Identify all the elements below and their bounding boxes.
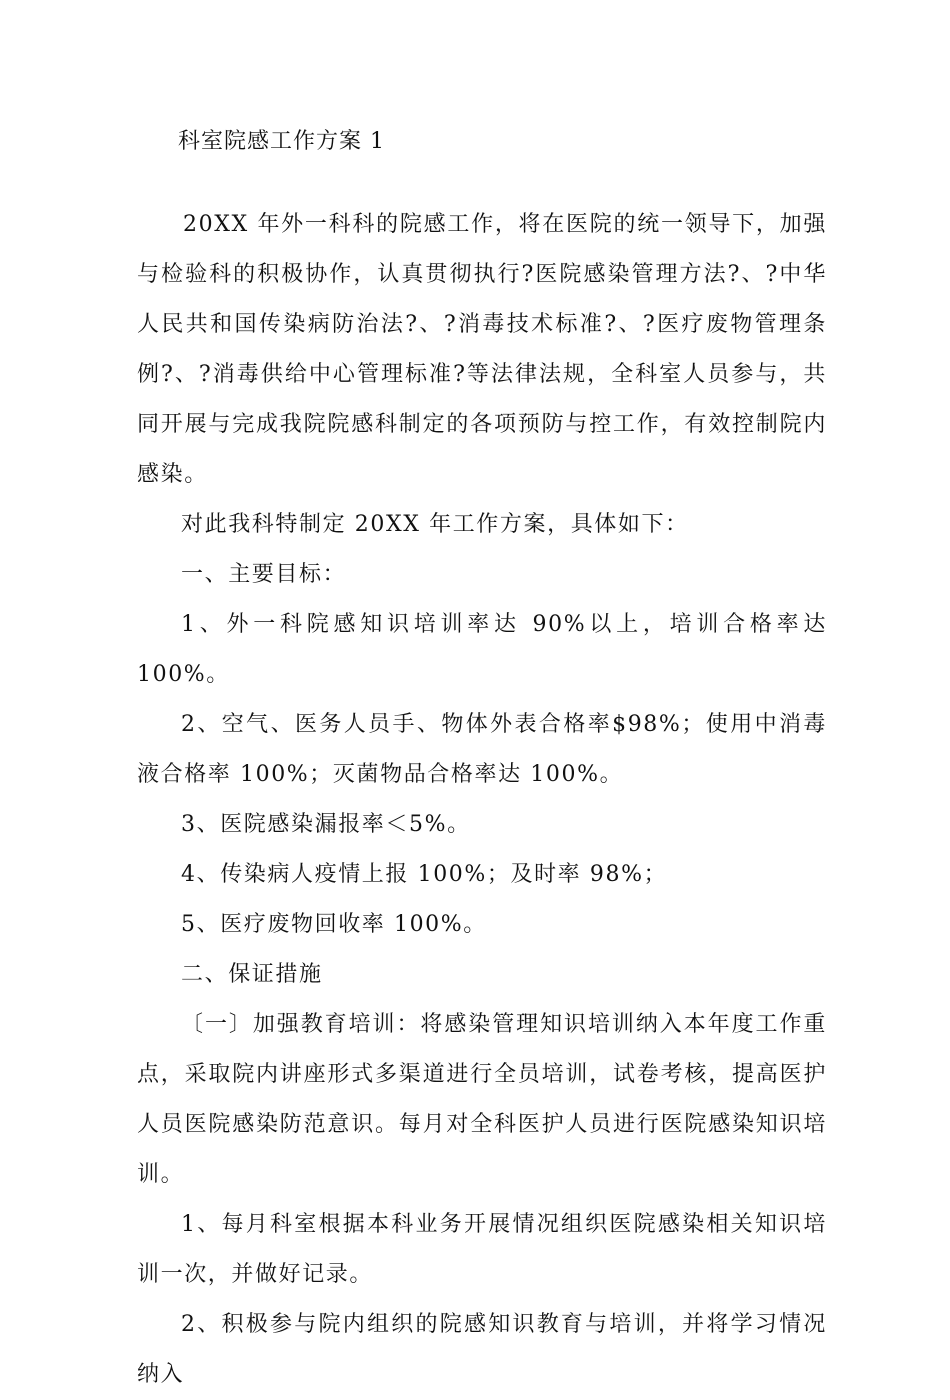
goal-item-3: 3、医院感染漏报率＜5%。	[181, 812, 471, 837]
measure-item-1: 1、每月科室根据本科业务开展情况组织医院感染相关知识培训一次，并做好记录。	[137, 1212, 827, 1287]
document-body	[137, 200, 827, 1400]
goal-item-2: 2、空气、医务人员手、物体外表合格率$98%；使用中消毒液合格率 100%；灭菌物品合格率达 100%。	[137, 712, 827, 787]
goal-item-5: 5、医疗废物回收率 100%。	[181, 912, 487, 937]
paragraph-plan-intro: 对此我科特制定 20XX 年工作方案，具体如下：	[181, 512, 689, 537]
document-title: 科室院感工作方案 1	[178, 129, 385, 154]
measure-item-2: 2、积极参与院内组织的院感知识教育与培训，并将学习情况纳入	[137, 1312, 827, 1387]
section-heading-measures: 二、保证措施	[181, 962, 323, 987]
goal-item-1: 1、外一科院感知识培训率达 90%以上，培训合格率达 100%。	[137, 612, 827, 687]
measure-training: 〔一〕加强教育培训：将感染管理知识培训纳入本年度工作重点，采取院内讲座形式多渠道进行全员培训，试卷考核，提高医护人员医院感染防范意识。每月对全科医护人员进行医院感染知识培训。	[137, 1012, 827, 1187]
paragraph-intro: 20XX 年外一科科的院感工作，将在医院的统一领导下，加强与检验科的积极协作，认真贯彻执行?医院感染管理方法?、?中华人民共和国传染病防治法?、?消毒技术标准?、?医疗废物管理条例?、?消毒供给中心管理标准?等法律法规，全科室人员参与，共同开展与完成我院院感科制定的各项预防与控工作，有效控制院内感染。	[137, 212, 827, 487]
goal-item-4: 4、传染病人疫情上报 100%；及时率 98%；	[181, 862, 668, 887]
section-heading-goals: 一、主要目标：	[181, 562, 347, 587]
